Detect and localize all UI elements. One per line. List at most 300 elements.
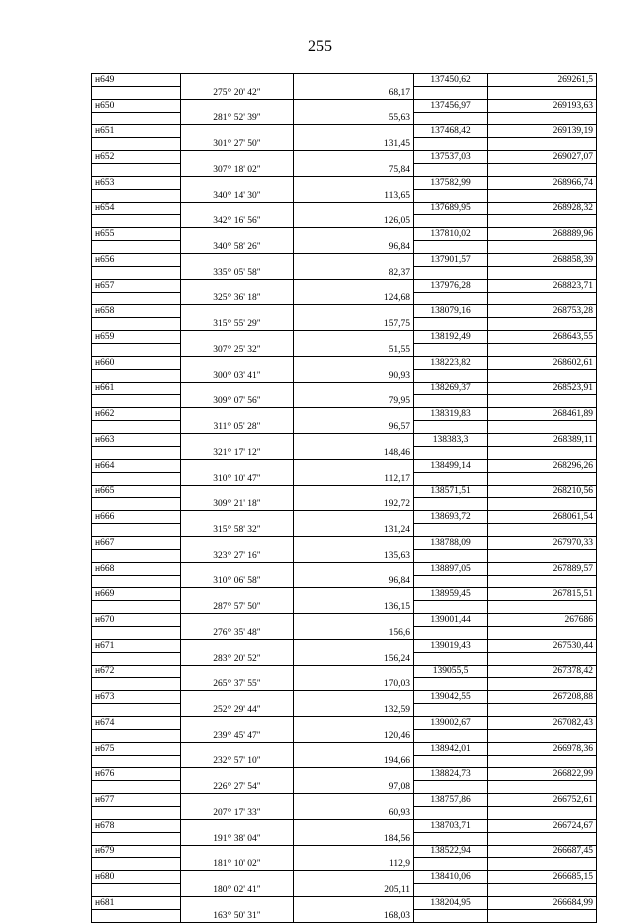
- empty-cell: [488, 446, 597, 459]
- table-row: [92, 498, 597, 511]
- direction-angle-cell: 309° 21' 18": [181, 498, 294, 511]
- empty-cell: [414, 421, 488, 434]
- table-row: [92, 626, 597, 639]
- empty-cell: [92, 472, 181, 485]
- empty-cell: [181, 305, 294, 318]
- empty-cell: [414, 369, 488, 382]
- y-coordinate-cell: 268858,39: [488, 254, 597, 267]
- empty-cell: [92, 344, 181, 357]
- distance-cell: 75,84: [294, 164, 414, 177]
- distance-cell: 124,68: [294, 292, 414, 305]
- empty-cell: [181, 588, 294, 601]
- y-coordinate-cell: 268061,54: [488, 511, 597, 524]
- point-id-cell: н672: [92, 665, 181, 678]
- table-row: [92, 536, 597, 549]
- y-coordinate-cell: 266685,15: [488, 871, 597, 884]
- distance-cell: 68,17: [294, 86, 414, 99]
- empty-cell: [414, 678, 488, 691]
- empty-cell: [92, 884, 181, 897]
- empty-cell: [294, 536, 414, 549]
- direction-angle-cell: 276° 35' 48": [181, 626, 294, 639]
- direction-angle-cell: 207° 17' 33": [181, 806, 294, 819]
- table-row: [92, 716, 597, 729]
- empty-cell: [92, 626, 181, 639]
- distance-cell: 205,11: [294, 884, 414, 897]
- x-coordinate-cell: 139001,44: [414, 614, 488, 627]
- empty-cell: [488, 138, 597, 151]
- empty-cell: [488, 884, 597, 897]
- empty-cell: [92, 549, 181, 562]
- table-row: [92, 125, 597, 138]
- empty-cell: [414, 729, 488, 742]
- table-row: [92, 318, 597, 331]
- empty-cell: [181, 151, 294, 164]
- empty-cell: [488, 318, 597, 331]
- empty-cell: [92, 86, 181, 99]
- direction-angle-cell: 307° 18' 02": [181, 164, 294, 177]
- empty-cell: [181, 845, 294, 858]
- point-id-cell: н664: [92, 459, 181, 472]
- table-row: [92, 408, 597, 421]
- empty-cell: [488, 344, 597, 357]
- table-row: [92, 459, 597, 472]
- empty-cell: [488, 472, 597, 485]
- table-row: [92, 871, 597, 884]
- empty-cell: [181, 562, 294, 575]
- point-id-cell: н680: [92, 871, 181, 884]
- empty-cell: [414, 292, 488, 305]
- empty-cell: [181, 794, 294, 807]
- point-id-cell: н673: [92, 691, 181, 704]
- point-id-cell: н677: [92, 794, 181, 807]
- empty-cell: [92, 781, 181, 794]
- empty-cell: [414, 318, 488, 331]
- distance-cell: 112,17: [294, 472, 414, 485]
- point-id-cell: н674: [92, 716, 181, 729]
- x-coordinate-cell: 138693,72: [414, 511, 488, 524]
- y-coordinate-cell: 269027,07: [488, 151, 597, 164]
- x-coordinate-cell: 137976,28: [414, 279, 488, 292]
- empty-cell: [488, 729, 597, 742]
- empty-cell: [92, 446, 181, 459]
- x-coordinate-cell: 137901,57: [414, 254, 488, 267]
- empty-cell: [488, 909, 597, 922]
- y-coordinate-cell: 268753,28: [488, 305, 597, 318]
- empty-cell: [294, 794, 414, 807]
- empty-cell: [294, 99, 414, 112]
- direction-angle-cell: 180° 02' 41": [181, 884, 294, 897]
- table-row: [92, 421, 597, 434]
- table-row: [92, 279, 597, 292]
- direction-angle-cell: 321° 17' 12": [181, 446, 294, 459]
- empty-cell: [414, 112, 488, 125]
- empty-cell: [414, 138, 488, 151]
- y-coordinate-cell: 266724,67: [488, 819, 597, 832]
- direction-angle-cell: 310° 10' 47": [181, 472, 294, 485]
- x-coordinate-cell: 138757,86: [414, 794, 488, 807]
- distance-cell: 131,24: [294, 524, 414, 537]
- empty-cell: [92, 215, 181, 228]
- table-row: [92, 254, 597, 267]
- empty-cell: [414, 472, 488, 485]
- y-coordinate-cell: 268643,55: [488, 331, 597, 344]
- empty-cell: [488, 241, 597, 254]
- empty-cell: [294, 356, 414, 369]
- empty-cell: [92, 292, 181, 305]
- distance-cell: 135,63: [294, 549, 414, 562]
- empty-cell: [92, 421, 181, 434]
- distance-cell: 194,66: [294, 755, 414, 768]
- x-coordinate-cell: 138223,82: [414, 356, 488, 369]
- point-id-cell: н660: [92, 356, 181, 369]
- empty-cell: [488, 704, 597, 717]
- table-row: [92, 575, 597, 588]
- y-coordinate-cell: 269261,5: [488, 74, 597, 87]
- x-coordinate-cell: 138788,09: [414, 536, 488, 549]
- x-coordinate-cell: 138571,51: [414, 485, 488, 498]
- empty-cell: [294, 742, 414, 755]
- empty-cell: [181, 897, 294, 910]
- table-row: [92, 691, 597, 704]
- empty-cell: [92, 395, 181, 408]
- y-coordinate-cell: 268523,91: [488, 382, 597, 395]
- empty-cell: [414, 498, 488, 511]
- empty-cell: [414, 446, 488, 459]
- empty-cell: [181, 176, 294, 189]
- empty-cell: [294, 562, 414, 575]
- empty-cell: [92, 704, 181, 717]
- direction-angle-cell: 275° 20' 42": [181, 86, 294, 99]
- direction-angle-cell: 335° 05' 58": [181, 266, 294, 279]
- empty-cell: [414, 524, 488, 537]
- table-row: [92, 241, 597, 254]
- y-coordinate-cell: 269193,63: [488, 99, 597, 112]
- distance-cell: 96,84: [294, 241, 414, 254]
- empty-cell: [294, 897, 414, 910]
- table-row: [92, 202, 597, 215]
- empty-cell: [181, 279, 294, 292]
- empty-cell: [294, 639, 414, 652]
- x-coordinate-cell: 138192,49: [414, 331, 488, 344]
- empty-cell: [294, 176, 414, 189]
- empty-cell: [488, 524, 597, 537]
- y-coordinate-cell: 268461,89: [488, 408, 597, 421]
- direction-angle-cell: 232° 57' 10": [181, 755, 294, 768]
- empty-cell: [92, 241, 181, 254]
- empty-cell: [488, 781, 597, 794]
- table-row: [92, 189, 597, 202]
- empty-cell: [414, 806, 488, 819]
- empty-cell: [92, 138, 181, 151]
- empty-cell: [92, 318, 181, 331]
- table-row: [92, 266, 597, 279]
- x-coordinate-cell: 139042,55: [414, 691, 488, 704]
- point-id-cell: н666: [92, 511, 181, 524]
- empty-cell: [414, 215, 488, 228]
- x-coordinate-cell: 139055,5: [414, 665, 488, 678]
- distance-cell: 132,59: [294, 704, 414, 717]
- table-row: [92, 356, 597, 369]
- point-id-cell: н651: [92, 125, 181, 138]
- point-id-cell: н678: [92, 819, 181, 832]
- empty-cell: [181, 331, 294, 344]
- empty-cell: [294, 819, 414, 832]
- page-number: 255: [308, 38, 332, 55]
- y-coordinate-cell: 268966,74: [488, 176, 597, 189]
- y-coordinate-cell: 266822,99: [488, 768, 597, 781]
- table-row: [92, 472, 597, 485]
- point-id-cell: н671: [92, 639, 181, 652]
- direction-angle-cell: 307° 25' 32": [181, 344, 294, 357]
- x-coordinate-cell: 138269,37: [414, 382, 488, 395]
- empty-cell: [414, 652, 488, 665]
- table-row: [92, 305, 597, 318]
- empty-cell: [488, 292, 597, 305]
- empty-cell: [414, 241, 488, 254]
- distance-cell: 131,45: [294, 138, 414, 151]
- x-coordinate-cell: 138499,14: [414, 459, 488, 472]
- direction-angle-cell: 309° 07' 56": [181, 395, 294, 408]
- direction-angle-cell: 325° 36' 18": [181, 292, 294, 305]
- direction-angle-cell: 315° 55' 29": [181, 318, 294, 331]
- x-coordinate-cell: 137582,99: [414, 176, 488, 189]
- empty-cell: [488, 164, 597, 177]
- empty-cell: [92, 189, 181, 202]
- empty-cell: [294, 845, 414, 858]
- empty-cell: [488, 266, 597, 279]
- y-coordinate-cell: 266978,36: [488, 742, 597, 755]
- empty-cell: [294, 74, 414, 87]
- empty-cell: [488, 189, 597, 202]
- empty-cell: [414, 832, 488, 845]
- table-row: [92, 369, 597, 382]
- point-id-cell: н679: [92, 845, 181, 858]
- point-id-cell: н662: [92, 408, 181, 421]
- empty-cell: [414, 626, 488, 639]
- empty-cell: [181, 716, 294, 729]
- direction-angle-cell: 315° 58' 32": [181, 524, 294, 537]
- table-row: [92, 434, 597, 447]
- empty-cell: [181, 485, 294, 498]
- empty-cell: [294, 125, 414, 138]
- x-coordinate-cell: 138410,06: [414, 871, 488, 884]
- y-coordinate-cell: 268389,11: [488, 434, 597, 447]
- distance-cell: 96,57: [294, 421, 414, 434]
- distance-cell: 112,9: [294, 858, 414, 871]
- empty-cell: [294, 588, 414, 601]
- empty-cell: [181, 511, 294, 524]
- table-row: [92, 704, 597, 717]
- empty-cell: [488, 575, 597, 588]
- y-coordinate-cell: 267815,51: [488, 588, 597, 601]
- direction-angle-cell: 300° 03' 41": [181, 369, 294, 382]
- empty-cell: [92, 575, 181, 588]
- empty-cell: [414, 858, 488, 871]
- empty-cell: [488, 112, 597, 125]
- distance-cell: 184,56: [294, 832, 414, 845]
- empty-cell: [414, 549, 488, 562]
- x-coordinate-cell: 138079,16: [414, 305, 488, 318]
- empty-cell: [488, 369, 597, 382]
- table-row: [92, 382, 597, 395]
- table-row: [92, 755, 597, 768]
- distance-cell: 168,03: [294, 909, 414, 922]
- empty-cell: [181, 202, 294, 215]
- point-id-cell: н650: [92, 99, 181, 112]
- empty-cell: [294, 716, 414, 729]
- distance-cell: 60,93: [294, 806, 414, 819]
- empty-cell: [181, 665, 294, 678]
- x-coordinate-cell: 138959,45: [414, 588, 488, 601]
- x-coordinate-cell: 139019,43: [414, 639, 488, 652]
- direction-angle-cell: 191° 38' 04": [181, 832, 294, 845]
- point-id-cell: н675: [92, 742, 181, 755]
- point-id-cell: н661: [92, 382, 181, 395]
- point-id-cell: н656: [92, 254, 181, 267]
- point-id-cell: н667: [92, 536, 181, 549]
- empty-cell: [181, 382, 294, 395]
- direction-angle-cell: 340° 14' 30": [181, 189, 294, 202]
- table-row: [92, 74, 597, 87]
- distance-cell: 136,15: [294, 601, 414, 614]
- direction-angle-cell: 311° 05' 28": [181, 421, 294, 434]
- table-row: [92, 562, 597, 575]
- empty-cell: [414, 266, 488, 279]
- empty-cell: [294, 665, 414, 678]
- table-row: [92, 112, 597, 125]
- distance-cell: 97,08: [294, 781, 414, 794]
- distance-cell: 82,37: [294, 266, 414, 279]
- direction-angle-cell: 163° 50' 31": [181, 909, 294, 922]
- empty-cell: [92, 266, 181, 279]
- distance-cell: 148,46: [294, 446, 414, 459]
- y-coordinate-cell: 266752,61: [488, 794, 597, 807]
- empty-cell: [181, 356, 294, 369]
- y-coordinate-cell: 267530,44: [488, 639, 597, 652]
- table-row: [92, 729, 597, 742]
- table-row: [92, 665, 597, 678]
- empty-cell: [414, 395, 488, 408]
- direction-angle-cell: 340° 58' 26": [181, 241, 294, 254]
- table-row: [92, 845, 597, 858]
- empty-cell: [294, 151, 414, 164]
- empty-cell: [488, 601, 597, 614]
- empty-cell: [414, 755, 488, 768]
- distance-cell: 156,6: [294, 626, 414, 639]
- coordinates-table-body: [92, 74, 597, 923]
- empty-cell: [294, 434, 414, 447]
- empty-cell: [488, 678, 597, 691]
- empty-cell: [488, 806, 597, 819]
- x-coordinate-cell: 137450,62: [414, 74, 488, 87]
- empty-cell: [294, 614, 414, 627]
- empty-cell: [92, 729, 181, 742]
- empty-cell: [294, 305, 414, 318]
- y-coordinate-cell: 266687,45: [488, 845, 597, 858]
- table-row: [92, 331, 597, 344]
- point-id-cell: н676: [92, 768, 181, 781]
- x-coordinate-cell: 137468,42: [414, 125, 488, 138]
- empty-cell: [414, 344, 488, 357]
- empty-cell: [181, 228, 294, 241]
- y-coordinate-cell: 267378,42: [488, 665, 597, 678]
- table-row: [92, 344, 597, 357]
- empty-cell: [488, 652, 597, 665]
- table-row: [92, 99, 597, 112]
- distance-cell: 192,72: [294, 498, 414, 511]
- empty-cell: [181, 639, 294, 652]
- x-coordinate-cell: 137810,02: [414, 228, 488, 241]
- table-row: [92, 164, 597, 177]
- point-id-cell: н657: [92, 279, 181, 292]
- table-row: [92, 639, 597, 652]
- table-row: [92, 832, 597, 845]
- empty-cell: [488, 498, 597, 511]
- empty-cell: [414, 704, 488, 717]
- distance-cell: 55,63: [294, 112, 414, 125]
- empty-cell: [181, 614, 294, 627]
- x-coordinate-cell: 137689,95: [414, 202, 488, 215]
- empty-cell: [294, 279, 414, 292]
- empty-cell: [181, 254, 294, 267]
- table-row: [92, 446, 597, 459]
- point-id-cell: н670: [92, 614, 181, 627]
- empty-cell: [414, 884, 488, 897]
- y-coordinate-cell: 267208,88: [488, 691, 597, 704]
- table-row: [92, 601, 597, 614]
- table-row: [92, 614, 597, 627]
- empty-cell: [294, 459, 414, 472]
- empty-cell: [488, 832, 597, 845]
- y-coordinate-cell: 269139,19: [488, 125, 597, 138]
- empty-cell: [294, 768, 414, 781]
- empty-cell: [294, 485, 414, 498]
- empty-cell: [92, 806, 181, 819]
- empty-cell: [92, 678, 181, 691]
- empty-cell: [294, 691, 414, 704]
- empty-cell: [92, 755, 181, 768]
- y-coordinate-cell: 266684,99: [488, 897, 597, 910]
- point-id-cell: н655: [92, 228, 181, 241]
- empty-cell: [294, 408, 414, 421]
- x-coordinate-cell: 138897,05: [414, 562, 488, 575]
- distance-cell: 96,84: [294, 575, 414, 588]
- empty-cell: [414, 781, 488, 794]
- distance-cell: 156,24: [294, 652, 414, 665]
- table-row: [92, 215, 597, 228]
- distance-cell: 157,75: [294, 318, 414, 331]
- empty-cell: [414, 189, 488, 202]
- direction-angle-cell: 226° 27' 54": [181, 781, 294, 794]
- empty-cell: [181, 125, 294, 138]
- table-row: [92, 768, 597, 781]
- empty-cell: [92, 524, 181, 537]
- empty-cell: [181, 536, 294, 549]
- y-coordinate-cell: 268602,61: [488, 356, 597, 369]
- empty-cell: [294, 228, 414, 241]
- y-coordinate-cell: 267889,57: [488, 562, 597, 575]
- point-id-cell: н658: [92, 305, 181, 318]
- table-row: [92, 678, 597, 691]
- table-row: [92, 485, 597, 498]
- empty-cell: [92, 858, 181, 871]
- table-row: [92, 588, 597, 601]
- empty-cell: [488, 858, 597, 871]
- empty-cell: [294, 331, 414, 344]
- table-row: [92, 897, 597, 910]
- empty-cell: [181, 99, 294, 112]
- coordinates-table: [91, 73, 597, 923]
